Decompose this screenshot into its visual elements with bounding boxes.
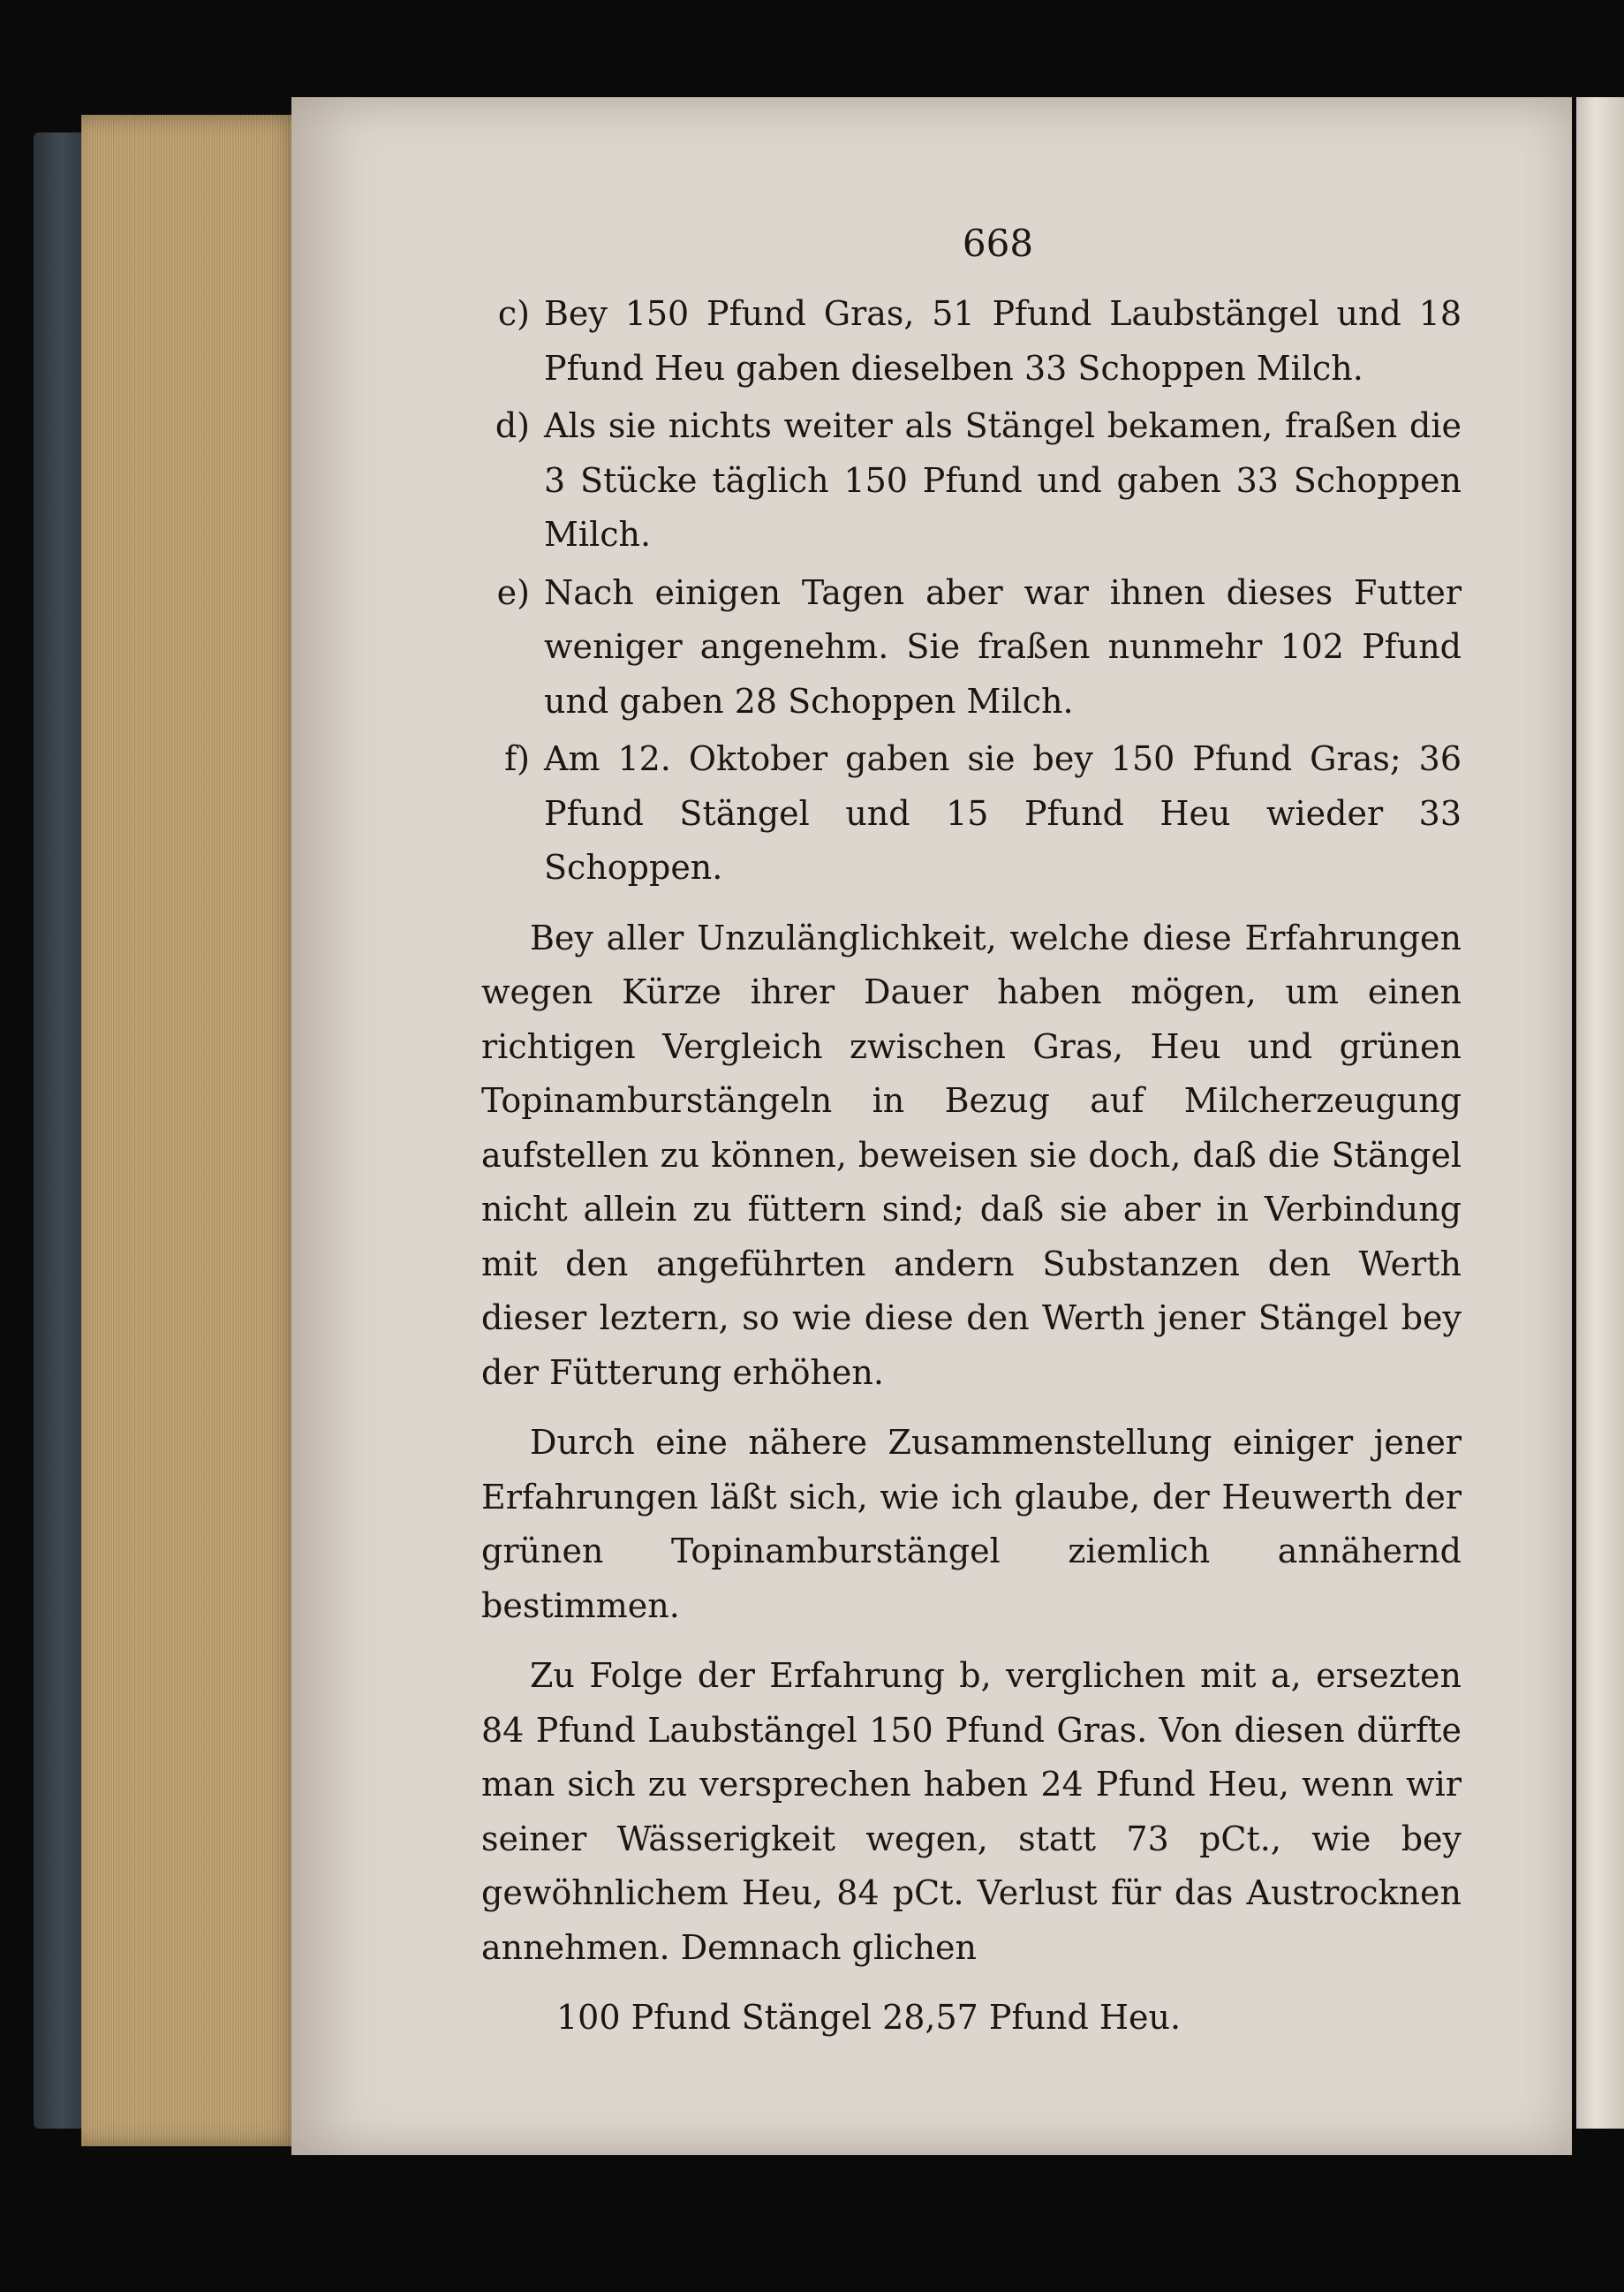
- list-item-text: Bey 150 Pfund Gras, 51 Pfund Laubstängel und 18 Pfund Heu gaben dieselben 33 Schoppen Milch.: [544, 294, 1462, 388]
- equation-line: 100 Pfund Stängel 28,57 Pfund Heu.: [556, 1998, 1182, 2037]
- list-marker: f): [504, 739, 530, 778]
- page-text: [481, 216, 1462, 2046]
- paragraph: Durch eine nähere Zusammenstellung einiger jener Erfahrungen läßt sich, wie ich glaube, der Heuwerth der grünen Topinamburstängel ziemlich annähernd bestimmen.: [481, 1423, 1462, 1625]
- paragraph: Zu Folge der Erfahrung b, verglichen mit a, ersezten 84 Pfund Laubstängel 150 Pfund Gras. Von diesen dürfte man sich zu versprechen haben 24 Pfund Heu, wenn wir seiner Wässerigkeit wegen, statt 73 pCt., wie bey gewöhnlichem Heu, 84 pCt. Verlust für das Austrocknen annehmen. Demnach glichen: [481, 1656, 1462, 1967]
- list-marker: e): [496, 572, 530, 612]
- list-item: [481, 287, 1462, 396]
- list-item-text: Als sie nichts weiter als Stängel bekamen, fraßen die 3 Stücke täglich 150 Pfund und gaben 33 Schoppen Milch.: [544, 406, 1462, 554]
- list-item: [481, 566, 1462, 730]
- paragraph: Bey aller Unzulänglichkeit, welche diese Erfahrungen wegen Kürze ihrer Dauer haben mögen, um einen richtigen Vergleich zwischen Gras, Heu und grünen Topinamburstängeln in Bezug auf Milcherzeugung aufstellen zu können, beweisen sie doch, daß die Stängel nicht allein zu füttern sind; daß sie aber in Verbindung mit den angeführten andern Substanzen den Werth dieser leztern, so wie diese den Werth jener Stängel bey der Fütterung erhöhen.: [481, 918, 1462, 1392]
- list-marker: c): [497, 294, 530, 333]
- list-item-text: Am 12. Oktober gaben sie bey 150 Pfund Gras; 36 Pfund Stängel und 15 Pfund Heu wieder 33 Schoppen.: [544, 739, 1462, 887]
- facing-page-edge: [1576, 97, 1624, 2129]
- list-marker: d): [495, 406, 530, 445]
- page-edges: [81, 115, 302, 2146]
- list-item: [481, 732, 1462, 896]
- list-item-text: Nach einigen Tagen aber war ihnen dieses Futter weniger angenehm. Sie fraßen nunmehr 102 Pfund und gaben 28 Schoppen Milch.: [544, 572, 1462, 721]
- list-item: [481, 399, 1462, 563]
- page-number: 668: [962, 222, 1034, 265]
